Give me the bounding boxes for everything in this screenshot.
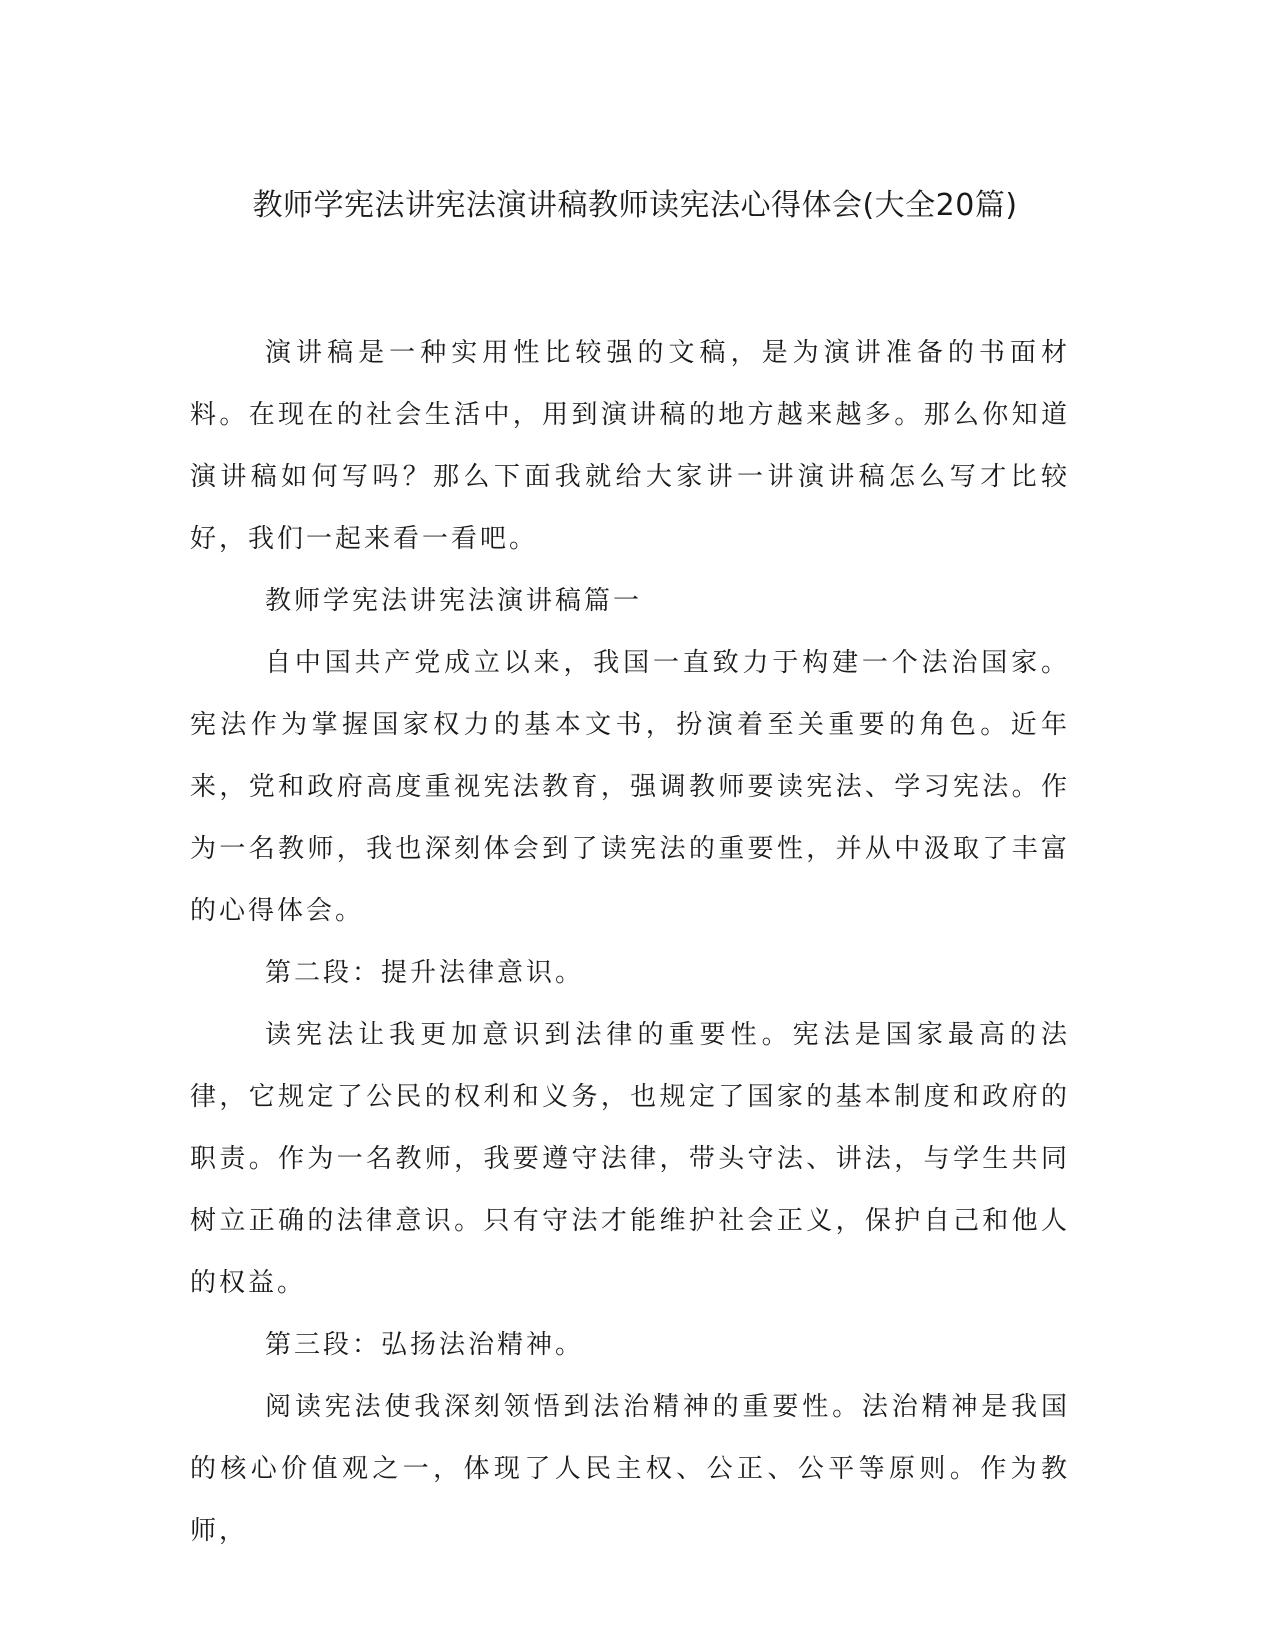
paragraph-rule-of-law: 阅读宪法使我深刻领悟到法治精神的重要性。法治精神是我国的核心价值观之一，体现了人民主权、公正、公平等原则。作为教师，	[190, 1392, 1070, 1546]
document-body	[190, 322, 1070, 1562]
document-title: 教师学宪法讲宪法演讲稿教师读宪法心得体会(大全20篇)	[252, 188, 1018, 223]
section-heading-part-one: 教师学宪法讲宪法演讲稿篇一	[265, 586, 643, 616]
paragraph-legal-awareness: 读宪法让我更加意识到法律的重要性。宪法是国家最高的法律，它规定了公民的权利和义务，也规定了国家的基本制度和政府的职责。作为一名教师，我要遵守法律，带头守法、讲法，与学生共同树立正确的法律意识。只有守法才能维护社会正义，保护自己和他人的权益。	[190, 1020, 1070, 1298]
section-heading-paragraph-two: 第二段：提升法律意识。	[265, 958, 585, 988]
section-heading-paragraph-three: 第三段：弘扬法治精神。	[265, 1330, 585, 1360]
paragraph-opening: 自中国共产党成立以来，我国一直致力于构建一个法治国家。宪法作为掌握国家权力的基本文书，扮演着至关重要的角色。近年来，党和政府高度重视宪法教育，强调教师要读宪法、学习宪法。作为一名教师，我也深刻体会到了读宪法的重要性，并从中汲取了丰富的心得体会。	[190, 648, 1070, 926]
paragraph-intro: 演讲稿是一种实用性比较强的文稿，是为演讲准备的书面材料。在现在的社会生活中，用到演讲稿的地方越来越多。那么你知道演讲稿如何写吗？那么下面我就给大家讲一讲演讲稿怎么写才比较好，我们一起来看一看吧。	[190, 338, 1070, 554]
